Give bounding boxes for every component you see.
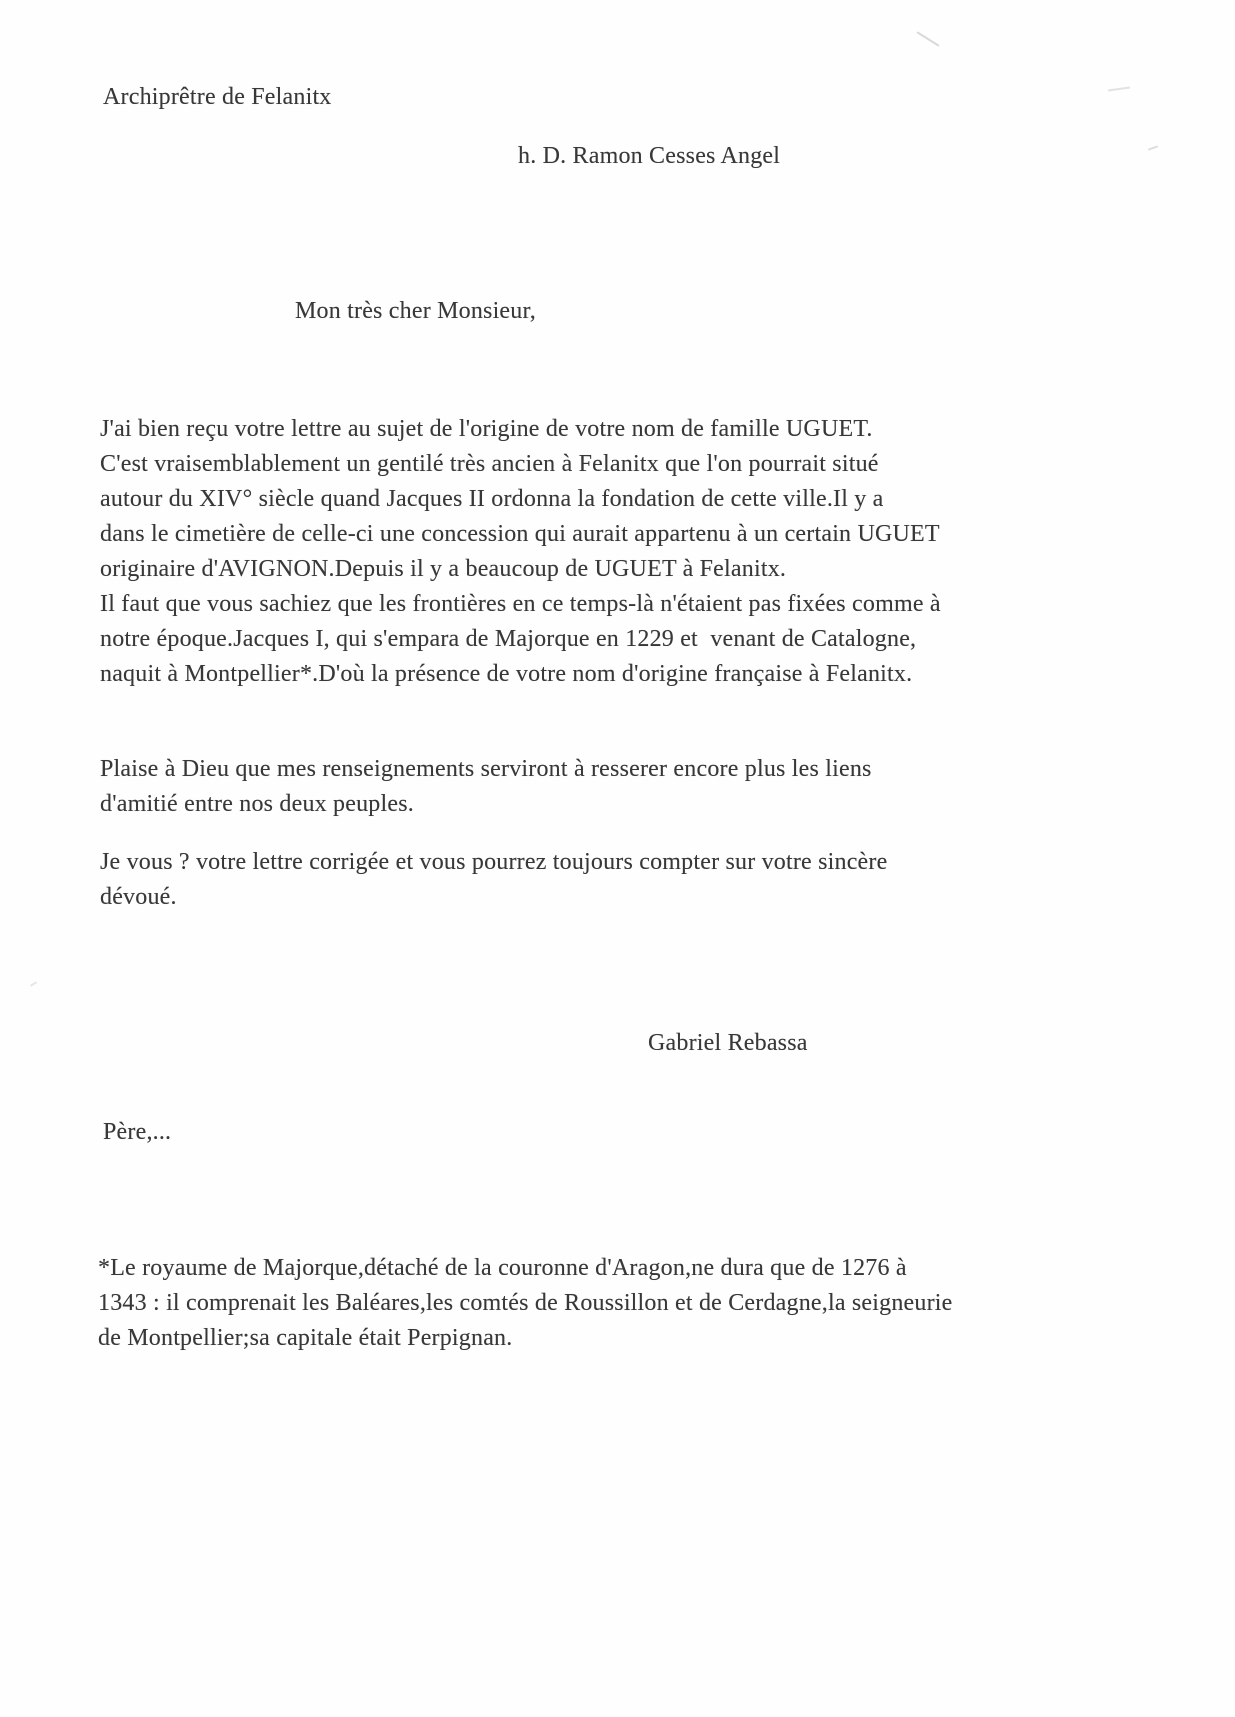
closing-line: Père,... (103, 1119, 172, 1145)
scan-artifact-mark (1148, 145, 1158, 150)
paragraph-line: J'ai bien reçu votre lettre au sujet de l'origine de votre nom de famille UGUET. (100, 416, 873, 442)
footnote-line: 1343 : il comprenait les Baléares,les comtés de Roussillon et de Cerdagne,la seigneurie (98, 1290, 953, 1316)
footnote-line: de Montpellier;sa capitale était Perpignan. (98, 1325, 513, 1351)
scan-artifact-mark (30, 981, 37, 986)
paragraph-line: dans le cimetière de celle-ci une concession qui aurait appartenu à un certain UGUET (100, 521, 940, 547)
paragraph-line: Plaise à Dieu que mes renseignements serviront à resserer encore plus les liens (100, 756, 872, 782)
paragraph-line: Il faut que vous sachiez que les frontières en ce temps-là n'étaient pas fixées comme à (100, 591, 941, 617)
paragraph-line: naquit à Montpellier*.D'où la présence de votre nom d'origine française à Felanitx. (100, 661, 913, 687)
scan-artifact-mark (916, 31, 939, 46)
paragraph-line: dévoué. (100, 884, 177, 910)
sender-line: Archiprêtre de Felanitx (103, 84, 332, 110)
paragraph-line: d'amitié entre nos deux peuples. (100, 791, 414, 817)
paragraph-line: autour du XIV° siècle quand Jacques II ordonna la fondation de cette ville.Il y a (100, 486, 884, 512)
footnote-line: *Le royaume de Majorque,détaché de la couronne d'Aragon,ne dura que de 1276 à (98, 1255, 907, 1281)
paragraph-line: Je vous ? votre lettre corrigée et vous pourrez toujours compter sur votre sincère (100, 849, 888, 875)
paragraph-line: notre époque.Jacques I, qui s'empara de Majorque en 1229 et venant de Catalogne, (100, 626, 917, 652)
recipient-line: h. D. Ramon Cesses Angel (518, 143, 781, 169)
paragraph-line: C'est vraisemblablement un gentilé très ancien à Felanitx que l'on pourrait situé (100, 451, 879, 477)
scan-artifact-mark (1108, 86, 1130, 91)
paragraph-line: originaire d'AVIGNON.Depuis il y a beaucoup de UGUET à Felanitx. (100, 556, 787, 582)
body-paragraph-2 (100, 752, 872, 822)
body-paragraph-3 (100, 845, 887, 915)
salutation: Mon très cher Monsieur, (295, 298, 536, 324)
body-paragraph-1 (100, 412, 941, 692)
signature-name: Gabriel Rebassa (648, 1030, 808, 1056)
footnote-paragraph (98, 1251, 953, 1356)
